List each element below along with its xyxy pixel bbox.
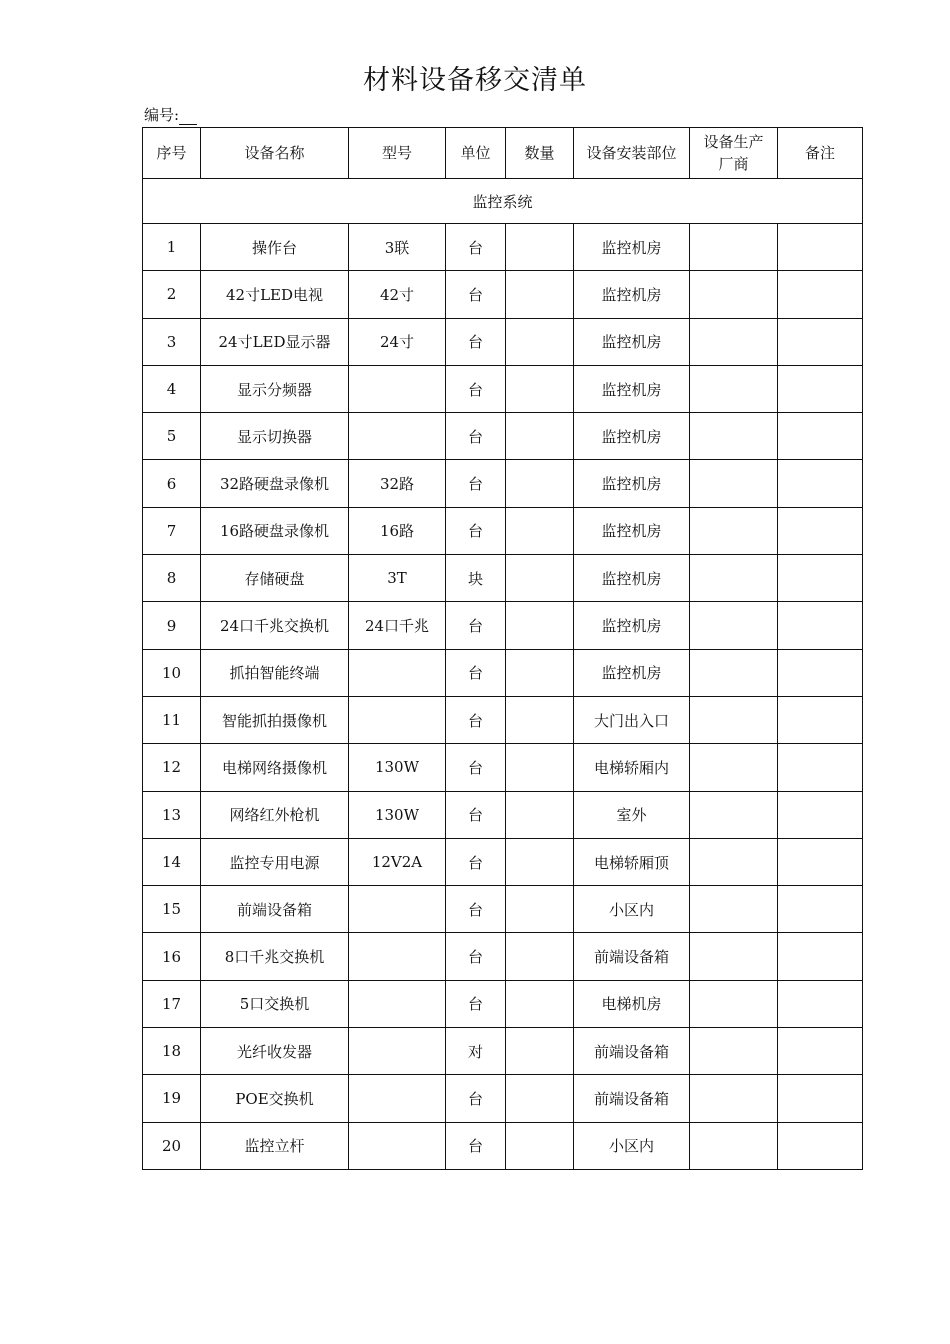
location-cell: 监控机房 — [574, 602, 690, 649]
seq-cell: 1 — [143, 224, 201, 271]
table-row — [143, 1075, 863, 1122]
name-cell: 5口交换机 — [201, 980, 349, 1027]
equipment-table — [142, 127, 863, 1170]
name-cell: 8口千兆交换机 — [201, 933, 349, 980]
table-row — [143, 744, 863, 791]
maker-cell — [690, 838, 778, 885]
location-cell: 室外 — [574, 791, 690, 838]
unit-cell: 台 — [446, 318, 506, 365]
qty-cell — [506, 413, 574, 460]
name-cell: 网络红外枪机 — [201, 791, 349, 838]
model-cell: 32路 — [349, 460, 446, 507]
model-cell — [349, 886, 446, 933]
note-cell — [778, 838, 863, 885]
model-cell: 24寸 — [349, 318, 446, 365]
note-cell — [778, 933, 863, 980]
qty-cell — [506, 980, 574, 1027]
name-cell: 抓拍智能终端 — [201, 649, 349, 696]
note-cell — [778, 696, 863, 743]
qty-cell — [506, 224, 574, 271]
qty-cell — [506, 1075, 574, 1122]
note-cell — [778, 460, 863, 507]
note-cell — [778, 649, 863, 696]
table-row — [143, 838, 863, 885]
maker-cell — [690, 933, 778, 980]
maker-cell — [690, 271, 778, 318]
seq-cell: 8 — [143, 555, 201, 602]
maker-cell — [690, 696, 778, 743]
model-cell — [349, 933, 446, 980]
location-cell: 监控机房 — [574, 224, 690, 271]
header-seq: 序号 — [143, 128, 201, 179]
maker-cell — [690, 602, 778, 649]
location-cell: 监控机房 — [574, 365, 690, 412]
note-cell — [778, 413, 863, 460]
header-qty: 数量 — [506, 128, 574, 179]
table-row — [143, 224, 863, 271]
unit-cell: 台 — [446, 980, 506, 1027]
model-cell — [349, 413, 446, 460]
header-maker — [690, 128, 778, 179]
name-cell: 24寸LED显示器 — [201, 318, 349, 365]
table-row — [143, 1122, 863, 1169]
name-cell: 前端设备箱 — [201, 886, 349, 933]
note-cell — [778, 318, 863, 365]
maker-cell — [690, 224, 778, 271]
table-row — [143, 507, 863, 554]
qty-cell — [506, 886, 574, 933]
unit-cell: 台 — [446, 933, 506, 980]
qty-cell — [506, 460, 574, 507]
table-row — [143, 980, 863, 1027]
unit-cell: 台 — [446, 1075, 506, 1122]
qty-cell — [506, 791, 574, 838]
header-maker-line1: 设备生产 — [703, 133, 764, 151]
location-cell: 前端设备箱 — [574, 1075, 690, 1122]
name-cell: 存储硬盘 — [201, 555, 349, 602]
unit-cell: 台 — [446, 838, 506, 885]
model-cell — [349, 649, 446, 696]
qty-cell — [506, 838, 574, 885]
seq-cell: 12 — [143, 744, 201, 791]
header-note: 备注 — [778, 128, 863, 179]
location-cell: 前端设备箱 — [574, 933, 690, 980]
note-cell — [778, 1122, 863, 1169]
model-cell: 3T — [349, 555, 446, 602]
location-cell: 小区内 — [574, 886, 690, 933]
seq-cell: 15 — [143, 886, 201, 933]
maker-cell — [690, 744, 778, 791]
document-title: 材料设备移交清单 — [363, 65, 587, 96]
seq-cell: 11 — [143, 696, 201, 743]
unit-cell: 台 — [446, 791, 506, 838]
qty-cell — [506, 1122, 574, 1169]
unit-cell: 块 — [446, 555, 506, 602]
unit-cell: 台 — [446, 460, 506, 507]
maker-cell — [690, 365, 778, 412]
name-cell: 24口千兆交换机 — [201, 602, 349, 649]
seq-cell: 20 — [143, 1122, 201, 1169]
seq-cell: 6 — [143, 460, 201, 507]
qty-cell — [506, 271, 574, 318]
name-cell: 电梯网络摄像机 — [201, 744, 349, 791]
location-cell: 小区内 — [574, 1122, 690, 1169]
unit-cell: 台 — [446, 649, 506, 696]
model-cell: 16路 — [349, 507, 446, 554]
seq-cell: 17 — [143, 980, 201, 1027]
unit-cell: 台 — [446, 696, 506, 743]
qty-cell — [506, 696, 574, 743]
maker-cell — [690, 318, 778, 365]
header-unit: 单位 — [446, 128, 506, 179]
name-cell: 显示分频器 — [201, 365, 349, 412]
location-cell: 大门出入口 — [574, 696, 690, 743]
location-cell: 监控机房 — [574, 413, 690, 460]
model-cell: 130W — [349, 791, 446, 838]
seq-cell: 18 — [143, 1028, 201, 1075]
serial-blank-line — [179, 110, 197, 125]
name-cell: 智能抓拍摄像机 — [201, 696, 349, 743]
maker-cell — [690, 413, 778, 460]
qty-cell — [506, 602, 574, 649]
seq-cell: 16 — [143, 933, 201, 980]
unit-cell: 台 — [446, 365, 506, 412]
name-cell: POE交换机 — [201, 1075, 349, 1122]
name-cell: 16路硬盘录像机 — [201, 507, 349, 554]
serial-number-label — [144, 104, 197, 125]
header-maker-line2: 厂商 — [718, 155, 749, 173]
model-cell — [349, 1028, 446, 1075]
note-cell — [778, 507, 863, 554]
note-cell — [778, 271, 863, 318]
unit-cell: 台 — [446, 413, 506, 460]
qty-cell — [506, 744, 574, 791]
note-cell — [778, 1075, 863, 1122]
qty-cell — [506, 649, 574, 696]
model-cell — [349, 980, 446, 1027]
unit-cell: 台 — [446, 1122, 506, 1169]
qty-cell — [506, 318, 574, 365]
location-cell: 监控机房 — [574, 460, 690, 507]
model-cell — [349, 696, 446, 743]
location-cell: 前端设备箱 — [574, 1028, 690, 1075]
model-cell — [349, 1075, 446, 1122]
model-cell — [349, 1122, 446, 1169]
unit-cell: 对 — [446, 1028, 506, 1075]
maker-cell — [690, 1028, 778, 1075]
name-cell: 显示切换器 — [201, 413, 349, 460]
qty-cell — [506, 1028, 574, 1075]
location-cell: 监控机房 — [574, 271, 690, 318]
model-cell: 42寸 — [349, 271, 446, 318]
unit-cell: 台 — [446, 271, 506, 318]
table-row — [143, 933, 863, 980]
seq-cell: 19 — [143, 1075, 201, 1122]
table-row — [143, 413, 863, 460]
section-row — [143, 179, 863, 224]
unit-cell: 台 — [446, 224, 506, 271]
location-cell: 监控机房 — [574, 507, 690, 554]
maker-cell — [690, 1122, 778, 1169]
seq-cell: 9 — [143, 602, 201, 649]
unit-cell: 台 — [446, 744, 506, 791]
location-cell: 电梯机房 — [574, 980, 690, 1027]
unit-cell: 台 — [446, 602, 506, 649]
name-cell: 监控立杆 — [201, 1122, 349, 1169]
location-cell: 电梯轿厢顶 — [574, 838, 690, 885]
maker-cell — [690, 791, 778, 838]
unit-cell: 台 — [446, 507, 506, 554]
note-cell — [778, 555, 863, 602]
table-header-row — [143, 128, 863, 179]
location-cell: 电梯轿厢内 — [574, 744, 690, 791]
note-cell — [778, 1028, 863, 1075]
seq-cell: 13 — [143, 791, 201, 838]
qty-cell — [506, 555, 574, 602]
name-cell: 操作台 — [201, 224, 349, 271]
table-row — [143, 791, 863, 838]
qty-cell — [506, 933, 574, 980]
table-row — [143, 460, 863, 507]
seq-cell: 14 — [143, 838, 201, 885]
maker-cell — [690, 886, 778, 933]
table-row — [143, 602, 863, 649]
table-row — [143, 886, 863, 933]
table-row — [143, 271, 863, 318]
maker-cell — [690, 980, 778, 1027]
note-cell — [778, 886, 863, 933]
name-cell: 光纤收发器 — [201, 1028, 349, 1075]
name-cell: 监控专用电源 — [201, 838, 349, 885]
seq-cell: 7 — [143, 507, 201, 554]
seq-cell: 5 — [143, 413, 201, 460]
seq-cell: 3 — [143, 318, 201, 365]
model-cell: 24口千兆 — [349, 602, 446, 649]
note-cell — [778, 980, 863, 1027]
table-row — [143, 555, 863, 602]
model-cell: 3联 — [349, 224, 446, 271]
table-row — [143, 696, 863, 743]
seq-cell: 10 — [143, 649, 201, 696]
header-location: 设备安装部位 — [574, 128, 690, 179]
table-row — [143, 649, 863, 696]
maker-cell — [690, 507, 778, 554]
maker-cell — [690, 460, 778, 507]
note-cell — [778, 791, 863, 838]
maker-cell — [690, 555, 778, 602]
qty-cell — [506, 507, 574, 554]
note-cell — [778, 744, 863, 791]
name-cell: 32路硬盘录像机 — [201, 460, 349, 507]
model-cell: 130W — [349, 744, 446, 791]
note-cell — [778, 602, 863, 649]
section-title: 监控系统 — [143, 179, 863, 224]
location-cell: 监控机房 — [574, 555, 690, 602]
name-cell: 42寸LED电视 — [201, 271, 349, 318]
header-model: 型号 — [349, 128, 446, 179]
qty-cell — [506, 365, 574, 412]
seq-cell: 2 — [143, 271, 201, 318]
maker-cell — [690, 649, 778, 696]
serial-label-text: 编号: — [144, 106, 180, 124]
maker-cell — [690, 1075, 778, 1122]
location-cell: 监控机房 — [574, 318, 690, 365]
unit-cell: 台 — [446, 886, 506, 933]
location-cell: 监控机房 — [574, 649, 690, 696]
header-name: 设备名称 — [201, 128, 349, 179]
note-cell — [778, 365, 863, 412]
model-cell — [349, 365, 446, 412]
seq-cell: 4 — [143, 365, 201, 412]
table-row — [143, 365, 863, 412]
table-row — [143, 1028, 863, 1075]
note-cell — [778, 224, 863, 271]
model-cell: 12V2A — [349, 838, 446, 885]
table-row — [143, 318, 863, 365]
